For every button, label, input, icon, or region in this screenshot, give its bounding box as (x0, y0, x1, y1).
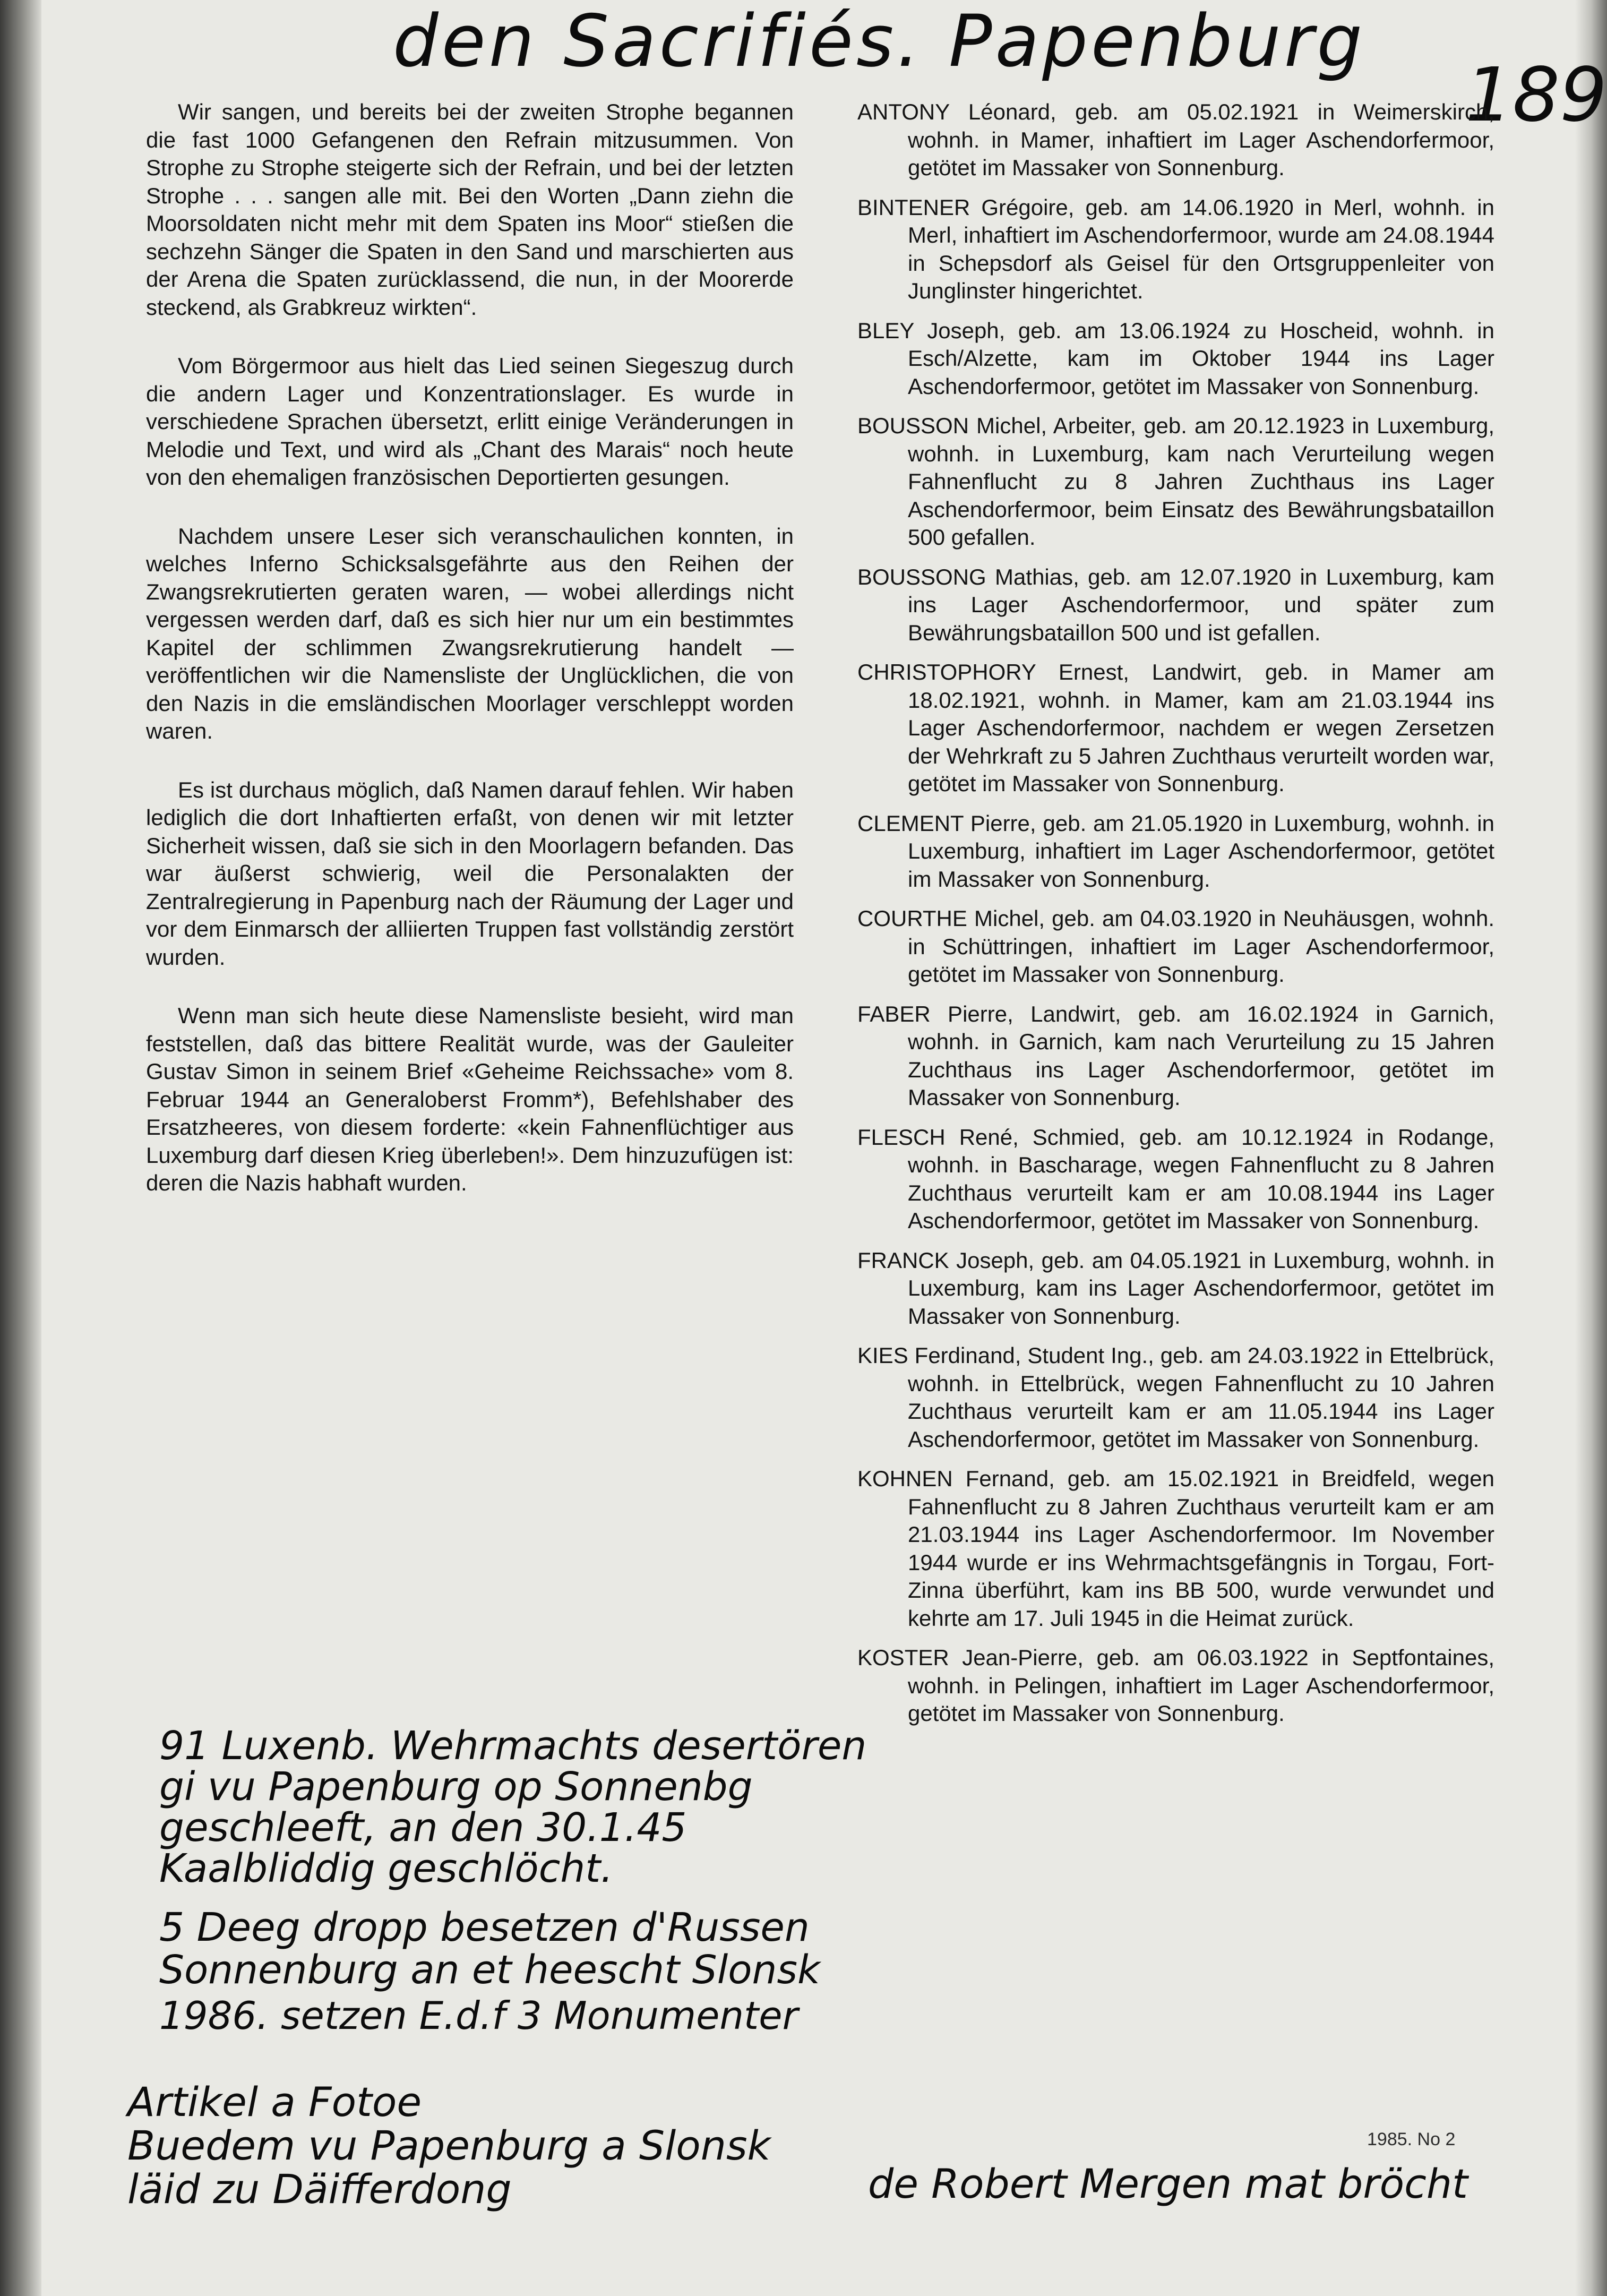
note-line: läid zu Däifferdong (127, 2165, 512, 2213)
book-binding-shadow (0, 0, 41, 2296)
handwritten-note-robert: de Robert Mergen mat bröcht (868, 2160, 1468, 2207)
note-line: 5 Deeg dropp besetzen d'Russen (159, 1905, 810, 1950)
entry-christophory: CHRISTOPHORY Ernest, Landwirt, geb. in Mamer am 18.02.1921, wohnh. in Mamer, kam am 21.03.1944 ins Lager Aschendorfermoor, nachdem er wegen Zersetzen der Wehrkraft zu 5 Jahren Zuchthaus verurteilt worden war, getötet im Massaker von Sonnenburg. (857, 659, 1494, 796)
magazine-issue-label: 1985. No 2 (1367, 2129, 1456, 2149)
entry-flesch: FLESCH René, Schmied, geb. am 10.12.1924 in Rodange, wohnh. in Bascharage, wegen Fahnenflucht zu 8 Jahren Zuchthaus verurteilt kam er am 10.08.1944 ins Lager Aschendorfermoor, getötet im Massaker von Sonnenburg. (857, 1124, 1494, 1233)
entry-clement: CLEMENT Pierre, geb. am 21.05.1920 in Luxemburg, wohnh. in Luxemburg, inhaftiert im Lager Aschendorfermoor, getötet im Massaker von Sonnenburg. (857, 810, 1494, 892)
entry-kies: KIES Ferdinand, Student Ing., geb. am 24.03.1922 in Ettelbrück, wohnh. in Ettelbrück, wegen Fahnenflucht zu 10 Jahren Zuchthaus verurteilt kam er am 11.05.1944 ins Lager Aschendorfermoor, getötet im Massaker von Sonnenburg. (857, 1343, 1494, 1452)
handwritten-title: den Sacrifiés. Papenburg (393, 0, 1366, 83)
entry-antony: ANTONY Léonard, geb. am 05.02.1921 in Weimerskirch, wohnh. in Mamer, inhaftiert im Lager Aschendorfermoor, getötet im Massaker von Sonnenburg. (857, 99, 1494, 180)
note-line: Kaalbliddig geschlöcht. (159, 1846, 613, 1891)
handwritten-note-monuments: 1986. setzen E.d.f 3 Monumenter (159, 1993, 798, 2038)
entry-bintener: BINTENER Grégoire, geb. am 14.06.1920 in Merl, wohnh. in Merl, inhaftiert im Aschendorfermoor, wurde am 24.08.1944 in Schepsdorf als Geisel für den Ortsgruppenleiter von Junglinster hingerichtet. (857, 194, 1494, 303)
entry-kohnen: KOHNEN Fernand, geb. am 15.02.1921 in Breidfeld, wegen Fahnenflucht zu 8 Jahren Zuchthaus verurteilt kam er am 21.03.1944 ins Lager Aschendorfermoor. Im November 1944 wurde er ins Wehrmachtsgefängnis in Torgau, Fort-Zinna überführt, kam ins BB 500, wurde verwundet und kehrte am 17. Juli 1945 in die Heimat zurück. (857, 1466, 1494, 1631)
entry-franck: FRANCK Joseph, geb. am 04.05.1921 in Luxemburg, wohnh. in Luxemburg, kam ins Lager Aschendorfermoor, getötet im Massaker von Sonnenburg. (857, 1247, 1494, 1329)
entry-courthe: COURTHE Michel, geb. am 04.03.1920 in Neuhäusgen, wohnh. in Schüttringen, inhaftiert im Lager Aschendorfermoor, getötet im Massaker von Sonnenburg. (857, 906, 1494, 987)
paragraph-missing-names: Es ist durchaus möglich, daß Namen darauf fehlen. Wir haben lediglich die dort Inhaftierten erfaßt, von denen wir mit letzter Sicherheit wissen, daß sie sich in den Moorlagern befanden. Das war äußerst schwierig, weil die Personalakten der Zentralregierung in Papenburg nach der Räumung der Lager und vor dem Einmarsch der alliierten Truppen fast vollständig zerstört wurden. (146, 777, 794, 970)
entry-faber: FABER Pierre, Landwirt, geb. am 16.02.1924 in Garnich, wohnh. in Garnich, kam nach Verurteilung zu 15 Jahren Zuchthaus ins Lager Aschendorfermoor, getötet im Massaker von Sonnenburg. (857, 1001, 1494, 1110)
entry-bley: BLEY Joseph, geb. am 13.06.1924 zu Hoscheid, wohnh. in Esch/Alzette, kam im Oktober 1944 ins Lager Aschendorfermoor, getötet im Massaker von Sonnenburg. (857, 318, 1494, 399)
entry-boussong: BOUSSONG Mathias, geb. am 12.07.1920 in Luxemburg, kam ins Lager Aschendorfermoor, und später zum Bewährungsbataillon 500 und ist gefallen. (857, 564, 1494, 645)
note-line: geschleeft, an den 30.1.45 (159, 1805, 687, 1850)
note-line: Sonnenburg an et heescht Slonsk (159, 1947, 820, 1993)
page-edge-shadow (1575, 0, 1607, 2296)
note-line: gi vu Papenburg op Sonnenbg (159, 1764, 753, 1810)
article-left-column (146, 98, 794, 1228)
handwritten-page-number: 189 (1465, 52, 1607, 139)
handwritten-note-article (127, 2080, 771, 2211)
note-line: 91 Luxenb. Wehrmachts desertören (159, 1723, 867, 1769)
note-line: Buedem vu Papenburg a Slonsk (127, 2122, 771, 2169)
entry-bousson: BOUSSON Michel, Arbeiter, geb. am 20.12.1923 in Luxemburg, wohnh. in Luxemburg, kam nach Verurteilung wegen Fahnenflucht zu 8 Jahren Zuchthaus ins Lager Aschendorfermoor, beim Einsatz des Bewährungsbataillon 500 gefallen. (857, 413, 1494, 550)
handwritten-note-russians (159, 1906, 820, 1991)
paragraph-song: Wir sangen, und bereits bei der zweiten Strophe begannen die fast 1000 Gefangenen den Refrain mitzusummen. Von Strophe zu Strophe steigerte sich der Refrain, und bei der letzten Strophe . . . sangen alle mit. Bei den Worten „Dann ziehn die Moorsoldaten nicht mehr mit dem Spaten ins Moor“ stießen die sechzehn Sänger die Spaten in den Sand und marschierten aus der Arena die Spaten zurücklassend, die nun, in der Moorerde steckend, als Grabkreuz wirkten“. (146, 99, 794, 320)
note-line: Artikel a Fotoe (127, 2078, 422, 2126)
entry-koster: KOSTER Jean-Pierre, geb. am 06.03.1922 in Septfontaines, wohnh. in Pelingen, inhaftiert im Lager Aschendorfermoor, getötet im Massaker von Sonnenburg. (857, 1645, 1494, 1726)
victim-name-list (857, 98, 1494, 1740)
paragraph-gauleiter: Wenn man sich heute diese Namensliste besieht, wird man feststellen, daß das bittere Realität wurde, was der Gauleiter Gustav Simon in seinem Brief «Geheime Reichssache» vom 8. Februar 1944 an Generaloberst Fromm*), Befehlshaber des Ersatzheeres, von diesem forderte: «kein Fahnenflüchtiger aus Luxemburg darf diesen Krieg überleben!». Dem hinzuzufügen ist: deren die Nazis habhaft wurden. (146, 1003, 794, 1195)
paragraph-namelist: Nachdem unsere Leser sich veranschaulichen konnten, in welches Inferno Schicksalsgefährte aus den Reihen der Zwangsrekrutierten geraten waren, — wobei allerdings nicht vergessen werden darf, daß es sich hier nur um ein bestimmtes Kapitel der schlimmen Zwangsrekrutierung handelt — veröffentlichen wir die Namensliste der Unglücklichen, die von den Nazis in die emsländischen Moorlager verschleppt worden waren. (146, 523, 794, 743)
paragraph-boergermoor: Vom Börgermoor aus hielt das Lied seinen Siegeszug durch die andern Lager und Konzentrationslager. Es wurde in verschiedene Sprachen übersetzt, erlitt einige Veränderungen in Melodie und Text, und wird als „Chant des Marais“ noch heute von den ehemaligen französischen Deportierten gesungen. (146, 353, 794, 490)
handwritten-note-desertors (159, 1723, 867, 1891)
